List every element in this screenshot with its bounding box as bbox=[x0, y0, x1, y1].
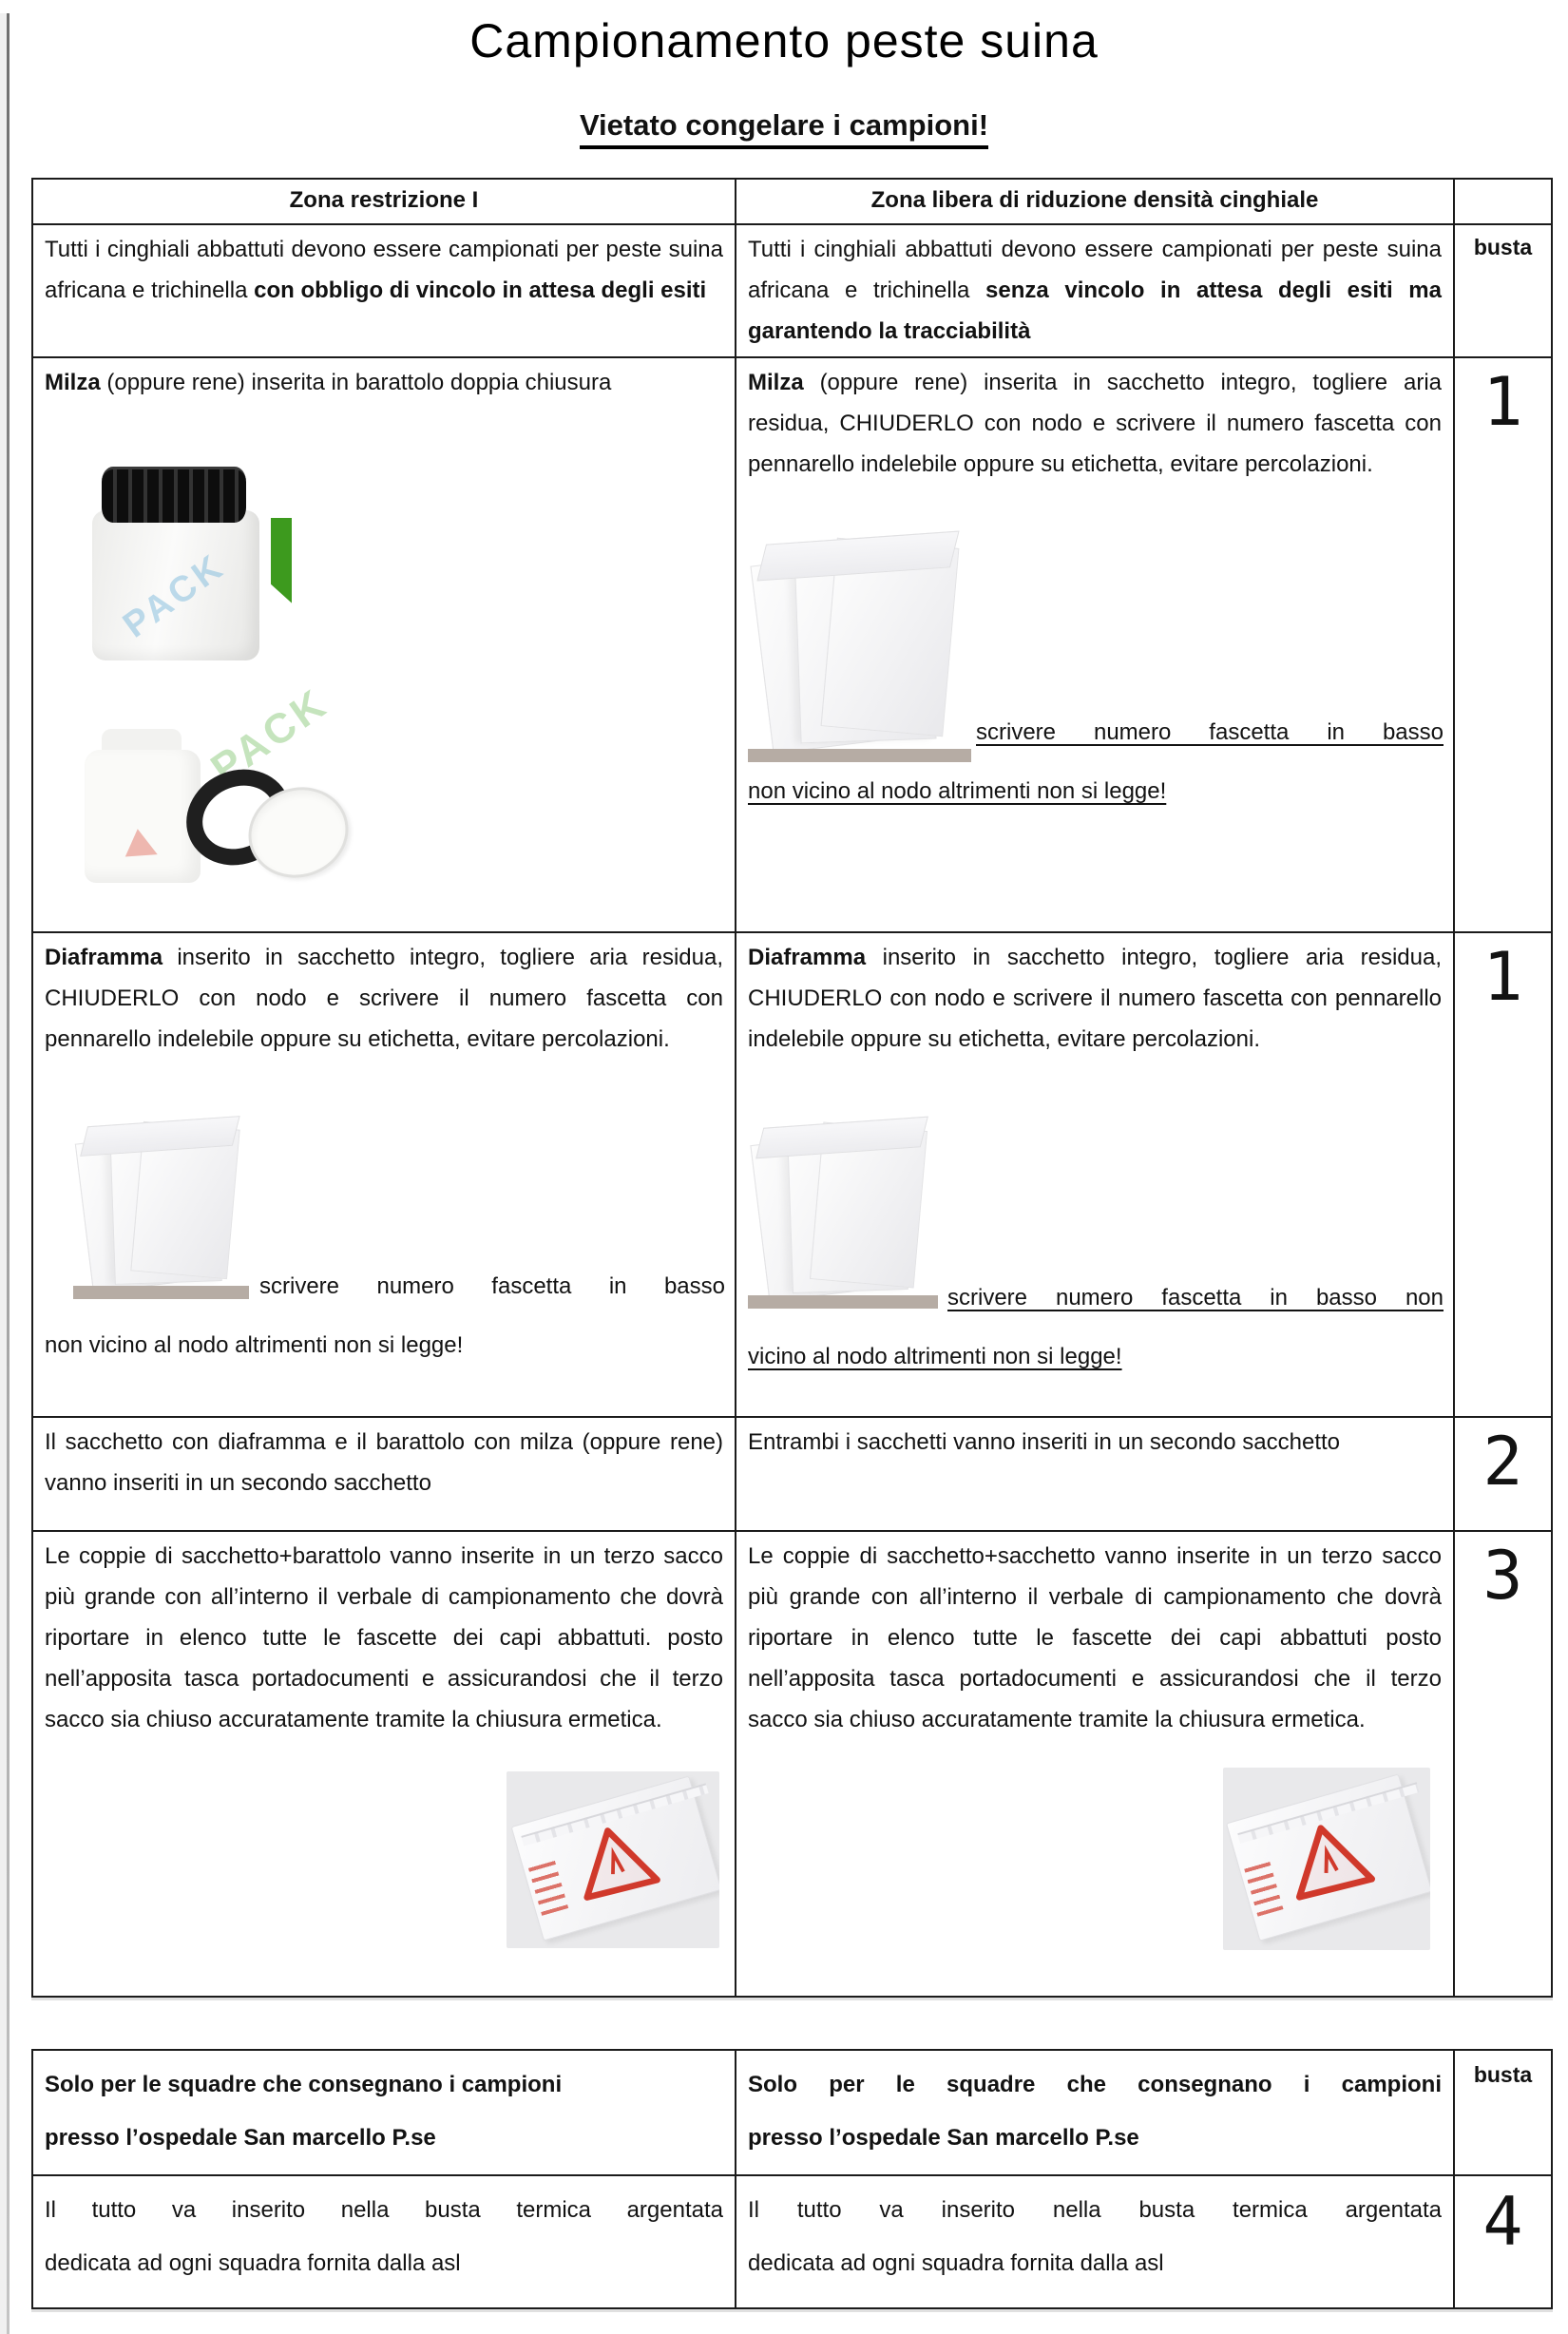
cell-termica-left bbox=[32, 2175, 736, 2308]
cell-terzo-right bbox=[736, 1531, 1454, 1997]
secondo-left-paragraph: Il sacchetto con diaframma e il barattolo con milza (oppure rene) vanno inseriti in un secondo sacchetto bbox=[45, 1428, 723, 1496]
terzo-right-paragraph: Le coppie di sacchetto+sacchetto vanno inserite in un terzo sacco più grande con all’interno il verbale di campionamento che dovrà riportare in elenco tutte le fascette dei capi abbattuti posto nell’apposita tasca portadocumenti e assicurandosi che il terzo sacco sia chiuso accuratamente tramite la chiusura ermetica. bbox=[748, 1542, 1442, 1733]
milza-left-text: (oppure rene) inserita in barattolo doppia chiusura bbox=[100, 369, 612, 395]
diaframma-right-note-line1: scrivere numero fascetta in basso non bbox=[947, 1284, 1444, 1310]
cell-busta-header-2 bbox=[1454, 2050, 1552, 2175]
page-edge-band bbox=[0, 13, 7, 2334]
milza-right-paragraph bbox=[748, 362, 1442, 486]
cell-terzo-left bbox=[32, 1531, 736, 1997]
row-terzo-sacco bbox=[32, 1531, 1552, 1997]
solo-left-line2: presso l’ospedale San marcello P.se bbox=[45, 2124, 436, 2151]
intro-left-normal: Tutti i cinghiali abbattuti devono essere campionati per peste suina africana e trichinella bbox=[45, 237, 723, 304]
pack-watermark: PACK bbox=[202, 679, 336, 793]
diaframma-left-text: inserito in sacchetto integro, togliere aria residua, CHIUDERLO con nodo e scrivere il numero fascetta con pennarello indelebile oppure su etichetta, evitare percolazioni. bbox=[45, 944, 723, 1052]
header-zona-restrizione: Zona restrizione I bbox=[32, 179, 736, 224]
warning-text: Vietato congelare i campioni! bbox=[580, 108, 988, 149]
diaframma-left-paragraph bbox=[45, 937, 723, 1061]
cell-milza-left bbox=[32, 357, 736, 932]
cell-busta-header bbox=[1454, 224, 1552, 357]
sample-bags-photo bbox=[748, 1119, 938, 1309]
milza-right-text: (oppure rene) inserita in sacchetto integro, togliere aria residua, CHIUDERLO con nodo e scrivere il numero fascetta con pennarello indelebile oppure su etichetta, evitare percolazioni. bbox=[748, 369, 1442, 477]
cell-termica-busta bbox=[1454, 2175, 1552, 2308]
diaframma-right-note-line2: vicino al nodo altrimenti non si legge! bbox=[748, 1343, 1122, 1369]
delivery-table bbox=[31, 2049, 1553, 2309]
cell-termica-right bbox=[736, 2175, 1454, 2308]
milza-left-paragraph bbox=[45, 362, 667, 403]
termica-left-line1: Il tutto va inserito nella busta termica argentata bbox=[45, 2196, 723, 2223]
table-header-row bbox=[32, 179, 1552, 224]
bag-bottom-bar bbox=[73, 1286, 249, 1299]
cell-diaframma-busta bbox=[1454, 932, 1552, 1417]
terzo-left-paragraph: Le coppie di sacchetto+barattolo vanno inserite in un terzo sacco più grande con all’interno il verbale di campionamento che dovrà riportare in elenco tutte le fascette dei capi abbattuti. posto nell’apposita tasca portadocumenti e assicurandosi che il terzo sacco sia chiuso accuratamente tramite la chiusura ermetica. bbox=[45, 1542, 723, 1733]
cell-secondo-right bbox=[736, 1417, 1454, 1531]
closed-jar-photo bbox=[88, 465, 296, 666]
diaframma-left-note-line2: non vicino al nodo altrimenti non si legge! bbox=[45, 1331, 464, 1358]
cell-terzo-busta bbox=[1454, 1531, 1552, 1997]
cell-solo-right bbox=[736, 2050, 1454, 2175]
busta-column-label: busta bbox=[1473, 2061, 1533, 2087]
sampling-table bbox=[31, 178, 1553, 1998]
solo-right-line1: Solo per le squadre che consegnano i campioni bbox=[748, 2071, 1442, 2097]
intro-right-normal: Tutti i cinghiali abbattuti devono essere campionati per peste suina africana e trichinella bbox=[748, 237, 1442, 304]
diaframma-right-term: Diaframma bbox=[748, 944, 867, 970]
termica-left-line2: dedicata ad ogni squadra fornita dalla asl bbox=[45, 2249, 461, 2276]
termica-right-line1: Il tutto va inserito nella busta termica argentata bbox=[748, 2196, 1442, 2223]
solo-right-line2: presso l’ospedale San marcello P.se bbox=[748, 2124, 1139, 2151]
pack-watermark: PACK bbox=[116, 545, 233, 646]
header-empty-cell bbox=[1454, 179, 1552, 224]
cell-intro-right bbox=[736, 224, 1454, 357]
solo-right-paragraph bbox=[748, 2058, 1442, 2166]
milza-note-line1: scrivere numero fascetta in basso bbox=[976, 718, 1444, 745]
diaframma-right-paragraph bbox=[748, 937, 1442, 1061]
cell-milza-busta bbox=[1454, 357, 1552, 932]
busta-column-label: busta bbox=[1473, 235, 1533, 259]
sample-bags-photo bbox=[73, 1119, 249, 1299]
row-milza bbox=[32, 357, 1552, 932]
jar-cap bbox=[102, 467, 246, 523]
intro-right-paragraph bbox=[748, 229, 1442, 353]
diaframma-left-term: Diaframma bbox=[45, 944, 163, 970]
open-jar-photo bbox=[83, 679, 336, 889]
bag-bottom-bar bbox=[748, 749, 971, 762]
warning-wrap bbox=[0, 108, 1568, 149]
milza-right-term: Milza bbox=[748, 369, 804, 395]
solo-left-line1: Solo per le squadre che consegnano i campioni bbox=[45, 2071, 563, 2097]
ziplock-bag-photo bbox=[1223, 1768, 1430, 1950]
milza-left-term: Milza bbox=[45, 369, 101, 395]
diaframma-right-text: inserito in sacchetto integro, togliere aria residua, CHIUDERLO con nodo e scrivere il numero fascetta con pennarello indelebile oppure su etichetta, evitare percolazioni. bbox=[748, 944, 1442, 1052]
milza-note-line2: non vicino al nodo altrimenti non si legge! bbox=[748, 777, 1167, 804]
row-solo-squadre bbox=[32, 2050, 1552, 2175]
cell-diaframma-right bbox=[736, 932, 1454, 1417]
cell-diaframma-left bbox=[32, 932, 736, 1417]
sample-bags-photo bbox=[748, 534, 971, 762]
header-zona-libera: Zona libera di riduzione densità cinghiale bbox=[736, 179, 1454, 224]
intro-left-bold: con obbligo di vincolo in attesa degli esiti bbox=[254, 277, 707, 304]
cell-secondo-busta bbox=[1454, 1417, 1552, 1531]
cell-solo-left bbox=[32, 2050, 736, 2175]
solo-left-paragraph bbox=[45, 2058, 723, 2166]
ziplock-bag-photo bbox=[507, 1771, 719, 1948]
intro-left-paragraph bbox=[45, 229, 723, 311]
secondo-right-paragraph: Entrambi i sacchetti vanno inseriti in un secondo sacchetto bbox=[748, 1428, 1341, 1455]
page-edge-line bbox=[7, 13, 10, 2334]
green-tab-icon bbox=[271, 518, 292, 603]
bag-bottom-bar bbox=[748, 1295, 938, 1309]
termica-right-line2: dedicata ad ogni squadra fornita dalla asl bbox=[748, 2249, 1164, 2276]
row-busta-termica bbox=[32, 2175, 1552, 2308]
row-intro bbox=[32, 224, 1552, 357]
page-title: Campionamento peste suina bbox=[469, 14, 1099, 67]
row-diaframma bbox=[32, 932, 1552, 1417]
busta-number: 4 bbox=[1482, 2182, 1523, 2261]
cell-milza-right bbox=[736, 357, 1454, 932]
termica-right-paragraph bbox=[748, 2184, 1442, 2291]
diaframma-left-note-line1: scrivere numero fascetta in basso bbox=[259, 1272, 725, 1299]
intro-right-bold: senza vincolo in attesa degli esiti ma garantendo la tracciabilità bbox=[748, 277, 1442, 345]
cell-secondo-left bbox=[32, 1417, 736, 1531]
busta-number: 2 bbox=[1482, 1422, 1523, 1501]
busta-number: 1 bbox=[1482, 362, 1523, 441]
cell-intro-left bbox=[32, 224, 736, 357]
row-secondo-sacchetto bbox=[32, 1417, 1552, 1531]
busta-number: 1 bbox=[1482, 937, 1523, 1016]
busta-number: 3 bbox=[1482, 1536, 1523, 1615]
termica-left-paragraph bbox=[45, 2184, 723, 2291]
